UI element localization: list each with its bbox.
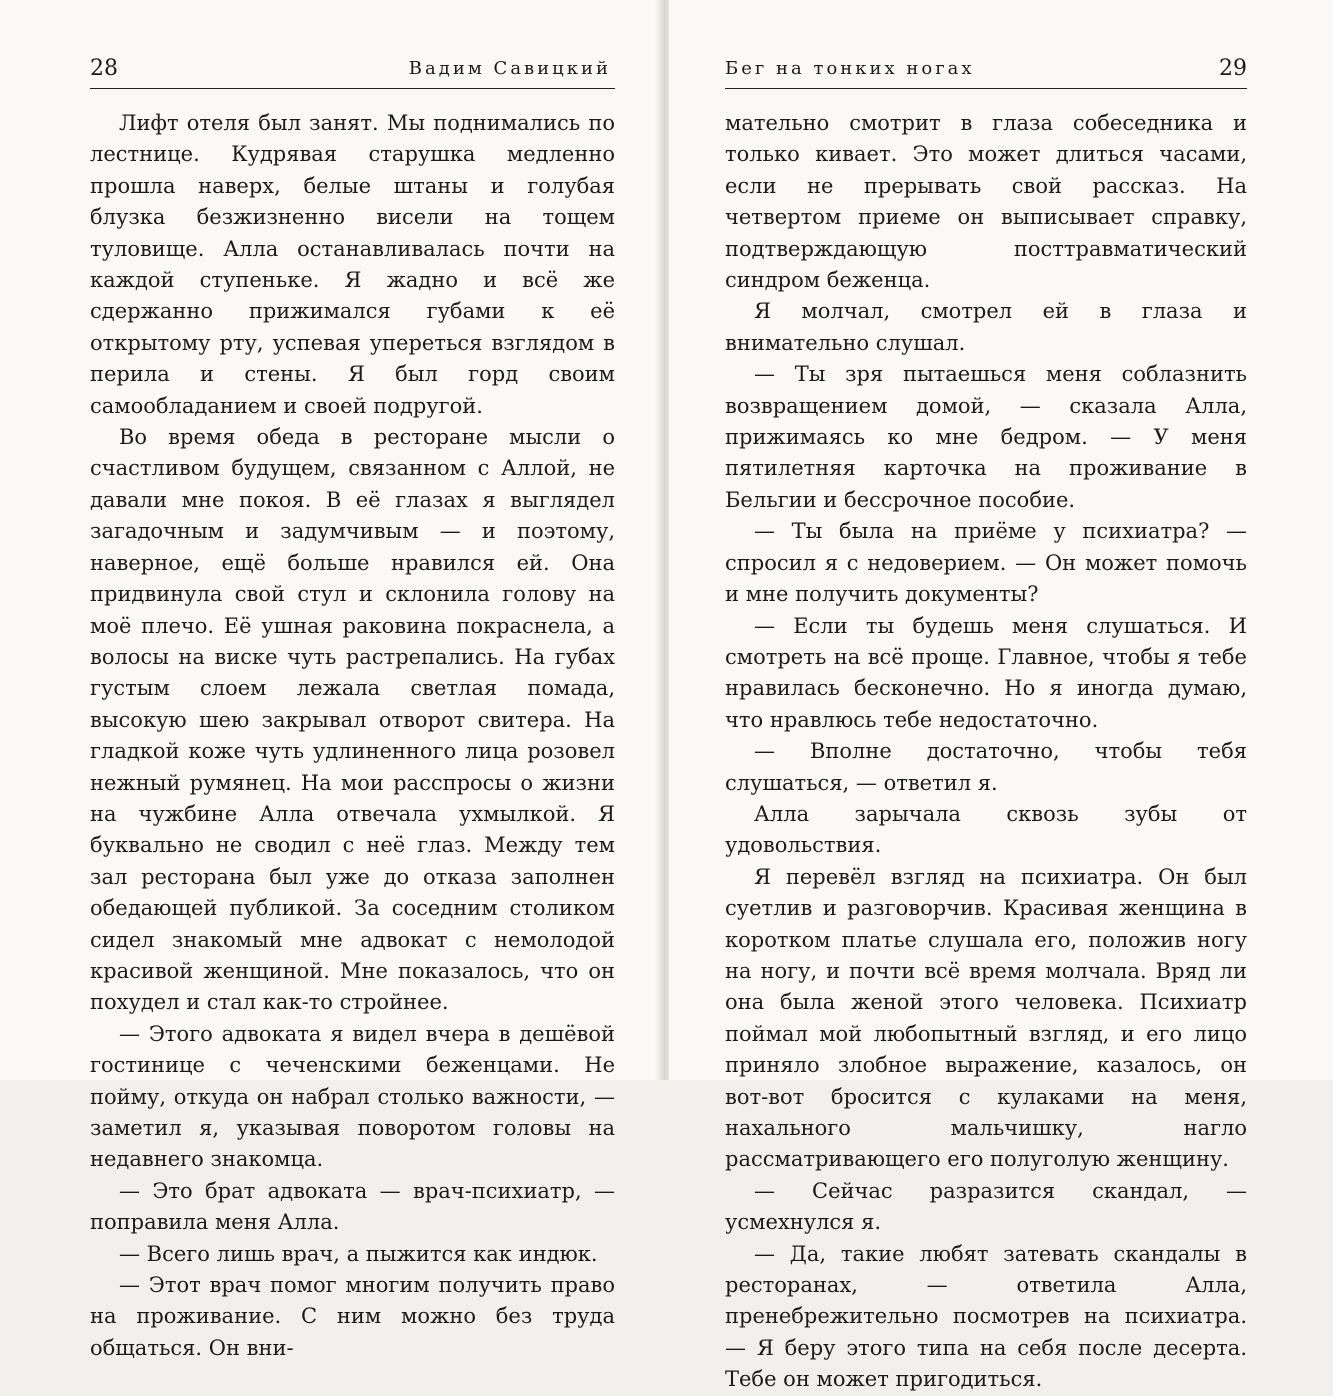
right-page-body [725, 108, 1247, 1396]
right-page-header [725, 56, 1247, 89]
paragraph: — Всего лишь врач, а пыжится как индюк. [119, 1241, 598, 1266]
right-page [669, 0, 1333, 1392]
left-page-header [90, 56, 615, 89]
running-head-title: Бег на тонких ногах [725, 58, 975, 79]
left-page [0, 0, 663, 1360]
paragraph: — Этот врач помог многим получить право на проживание. С ним можно без труда общаться. Он вни- [90, 1273, 615, 1360]
paragraph: Лифт отеля был занят. Мы поднимались по лестнице. Кудрявая старушка медленно прошла наверх, белые штаны и голубая блузка безжизненно висели на тощем туловище. Алла останавливалась почти на каждой ступеньке. Я жадно и всё же сдержанно прижимался губами к её открытому рту, успевая упереться взглядом в перила и стены. Я был горд своим самообладанием и своей подругой. [90, 111, 615, 418]
paragraph: Я перевёл взгляд на психиатра. Он был суетлив и разговорчив. Красивая женщина в коротком платье слушала его, положив ногу на ногу, и почти всё время молчала. Вряд ли она была женой этого человека. Психиатр поймал мой любопытный взгляд, и его лицо приняло злобное выражение, казалось, он вот-вот бросится с кулаками на меня, нахального мальчишку, нагло рассматривающего его полуголую женщину. [725, 864, 1247, 1172]
paragraph: — Ты была на приёме у психиатра? — спросил я с недоверием. — Он может помочь и мне получить документы? [725, 519, 1247, 607]
paragraph: Алла зарычала сквозь зубы от удовольствия. [725, 801, 1247, 858]
paragraph: — Вполне достаточно, чтобы тебя слушаться, — ответил я. [725, 739, 1247, 795]
page-number: 29 [1219, 56, 1247, 81]
continued-paragraph: мательно смотрит в глаза собеседника и только кивает. Это может длиться часами, если не прерывать свой рассказ. На четвертом приеме он выписывает справку, подтверждающую посттравматический синдром беженца. [725, 111, 1247, 293]
page-number: 28 [90, 56, 118, 81]
running-head-author: Вадим Савицкий [408, 58, 611, 79]
paragraph: — Это брат адвоката — врач-психиатр, — поправила меня Алла. [90, 1178, 615, 1235]
paragraph: Во время обеда в ресторане мысли о счастливом будущем, связанном с Аллой, не давали мне покоя. В её глазах я выглядел загадочным и задумчивым — и поэтому, наверное, ещё больше нравился ей. Она придвинула свой стул и склонила голову на моё плечо. Её ушная раковина покраснела, а волосы на виске чуть растрепались. На губах густым слоем лежала светлая помада, высокую шею закрывал отворот свитера. На гладкой коже чуть удлиненного лица розовел нежный румянец. На мои расспросы о жизни на чужбине Алла отвечала ухмылкой. Я буквально не сводил с неё глаз. Между тем зал ресторана был уже до отказа заполнен обедающей публикой. За соседним столиком сидел знакомый мне адвокат с немолодой красивой женщиной. Мне показалось, что он похудел и стал как-то стройнее. [90, 425, 615, 1015]
paragraph: — Да, такие любят затевать скандалы в ресторанах, — ответила Алла, пренебрежительно посмотрев на психиатра. — Я беру этого типа на себя после десерта. Тебе он может пригодиться. [725, 1241, 1247, 1392]
left-page-body [90, 108, 615, 1364]
paragraph: — Если ты будешь меня слушаться. И смотреть на всё проще. Главное, чтобы я тебе нравилась бесконечно. Но я иногда думаю, что нравлюсь тебе недостаточно. [725, 613, 1247, 732]
paragraph: — Сейчас разразится скандал, — усмехнулся я. [725, 1178, 1247, 1235]
paragraph: — Ты зря пытаешься меня соблазнить возвращением домой, — сказала Алла, прижимаясь ко мне бедром. — У меня пятилетняя карточка на проживание в Бельгии и бессрочное пособие. [725, 362, 1247, 512]
paragraph: Я молчал, смотрел ей в глаза и внимательно слушал. [725, 299, 1247, 355]
paragraph: — Этого адвоката я видел вчера в дешёвой гостинице с чеченскими беженцами. Не пойму, откуда он набрал столько важности, — заметил я, указывая поворотом головы на недавнего знакомца. [90, 1021, 615, 1172]
